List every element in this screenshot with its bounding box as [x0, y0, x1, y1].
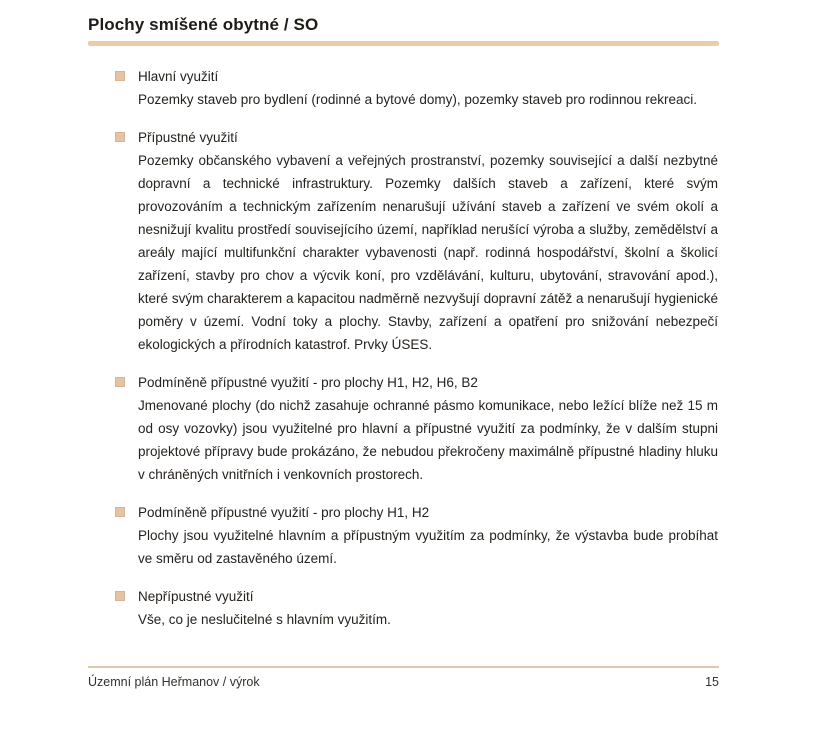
- section-body: Vše, co je neslučitelné s hlavním využitím.: [138, 612, 391, 627]
- sections-list: [88, 65, 719, 631]
- bullet-square-icon: [115, 591, 125, 601]
- section-body: Jmenované plochy (do nichž zasahuje ochranné pásmo komunikace, nebo ležící blíže než 15 m od osy vozovky) jsou využitelné pro hlavní a přípustné využití za podmínky, že v dalším stupni projektové přípravy bude prokázáno, že nebudou překročeny maximálně přípustné hladiny hluku v chráněných vnitřních i venkovních prostorech.: [138, 398, 718, 482]
- bullet-square-icon: [115, 507, 125, 517]
- section-podminene-pripustne-2: [88, 501, 719, 570]
- title-divider-rule: [88, 41, 719, 46]
- page-title: Plochy smíšené obytné / SO: [88, 15, 319, 34]
- section-head: [88, 585, 719, 608]
- section-head: [88, 371, 719, 394]
- section-pripustne-vyuziti: [88, 126, 719, 356]
- section-body: Pozemky občanského vybavení a veřejných prostranství, pozemky související a další nezbytné dopravní a technické infrastruktury. Pozemky dalších staveb a zařízení, které svým provozováním a technickým zařízením nenarušují užívání staveb a zařízení ve svém okolí a nesnižují kvalitu prostředí souvisejícího území, například nerušící výroba a služby, zemědělství a areály mající multifunkční charakter vybavenosti (např. rodinná hospodářství, školní a školicí zařízení, stavby pro chov a výcvik koní, pro vzdělávání, kulturu, ubytování, stravování apod.), které svým charakterem a kapacitou nadměrně nezvyšují dopravní zátěž a nenarušují hygienické poměry v území. Vodní toky a plochy. Stavby, zařízení a opatření pro snižování nebezpečí ekologických a přírodních katastrof. Prvky ÚSES.: [138, 153, 718, 352]
- bullet-square-icon: [115, 377, 125, 387]
- page-number: 15: [705, 675, 719, 689]
- section-heading: Podmíněně přípustné využití - pro plochy H1, H2, H6, B2: [138, 375, 478, 390]
- section-head: [88, 501, 719, 524]
- section-head: [88, 65, 719, 88]
- bullet-square-icon: [115, 132, 125, 142]
- section-nepripustne-vyuziti: [88, 585, 719, 631]
- section-podminene-pripustne-1: [88, 371, 719, 486]
- footer-document-title: Územní plán Heřmanov / výrok: [88, 675, 260, 689]
- bullet-square-icon: [115, 71, 125, 81]
- section-heading: Hlavní využití: [138, 69, 219, 84]
- section-heading: Přípustné využití: [138, 130, 238, 145]
- section-body: Pozemky staveb pro bydlení (rodinné a bytové domy), pozemky staveb pro rodinnou rekreaci.: [138, 92, 698, 107]
- section-hlavni-vyuziti: [88, 65, 719, 111]
- section-heading: Podmíněně přípustné využití - pro plochy H1, H2: [138, 505, 430, 520]
- section-head: [88, 126, 719, 149]
- section-body: Plochy jsou využitelné hlavním a přípustným využitím za podmínky, že výstavba bude probíhat ve směru od zastavěného území.: [138, 528, 718, 566]
- footer-row: [88, 668, 719, 690]
- page-footer: [88, 666, 719, 690]
- content-column: [88, 0, 719, 631]
- section-heading: Nepřípustné využití: [138, 589, 254, 604]
